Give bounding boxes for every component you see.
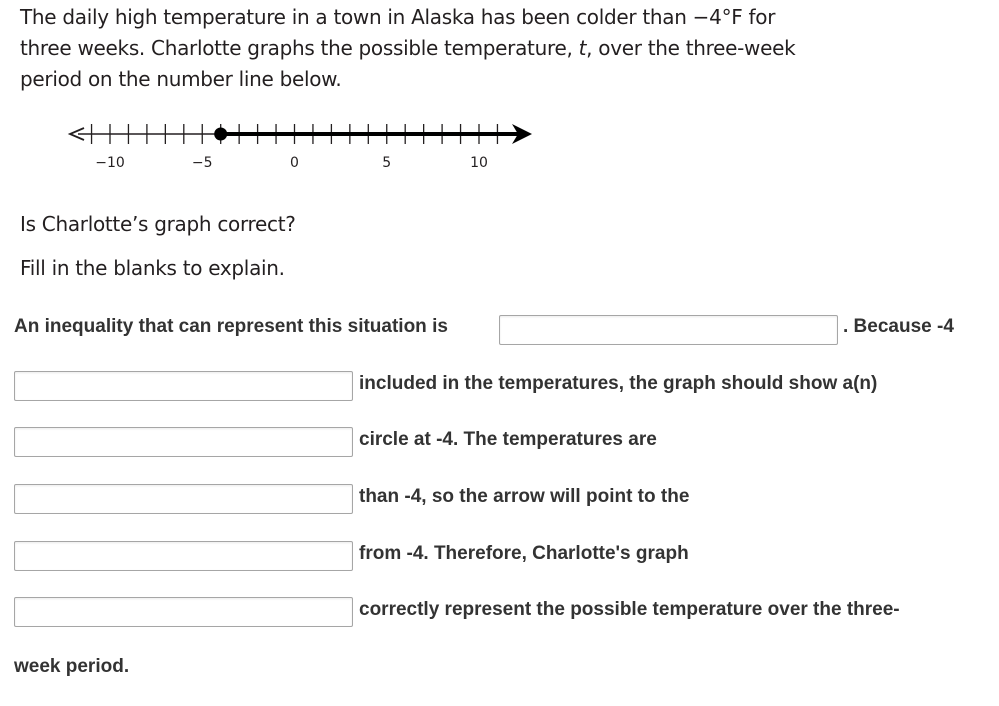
fill-text-3: circle at -4. The temperatures are (359, 429, 657, 450)
fill-intro-text: An inequality that can represent this situation is (14, 316, 448, 337)
tick-label: 0 (290, 155, 299, 171)
closed-point (214, 128, 227, 141)
number-line-labels (95, 155, 488, 171)
tick-label: 5 (382, 155, 392, 171)
problem-line-2: three weeks. Charlotte graphs the possible temperature, t, over the three-week (20, 36, 796, 60)
blank-direction-input[interactable] (14, 541, 353, 571)
fill-text-2: included in the temperatures, the graph should show a(n) (359, 373, 878, 394)
blank-inequality-input[interactable] (499, 315, 838, 345)
problem-line-1: The daily high temperature in a town in Alaska has been colder than −4°F for (20, 5, 776, 29)
tick-label: −10 (95, 155, 125, 171)
blank-comparison-input[interactable] (14, 484, 353, 514)
fill-closing-text: week period. (14, 656, 130, 677)
question-instructions: Fill in the blanks to explain. (20, 256, 285, 280)
question-graph-correct: Is Charlotte’s graph correct? (20, 212, 296, 236)
problem-statement (20, 2, 850, 95)
tick-label: 10 (470, 155, 488, 171)
blank-does-doesnt-input[interactable] (14, 597, 353, 627)
problem-line-3: period on the number line below. (20, 67, 342, 91)
tick-label: −5 (191, 155, 213, 171)
fill-text-5: from -4. Therefore, Charlotte's graph (359, 543, 689, 564)
fill-text-4: than -4, so the arrow will point to the (359, 486, 690, 507)
blank-circle-type-input[interactable] (14, 427, 353, 457)
variable-t: t (578, 36, 587, 60)
fill-text-6: correctly represent the possible temperature over the three- (359, 599, 900, 620)
blank-is-included-input[interactable] (14, 371, 353, 401)
number-line (60, 112, 550, 182)
fill-text-1: . Because -4 (843, 316, 954, 337)
